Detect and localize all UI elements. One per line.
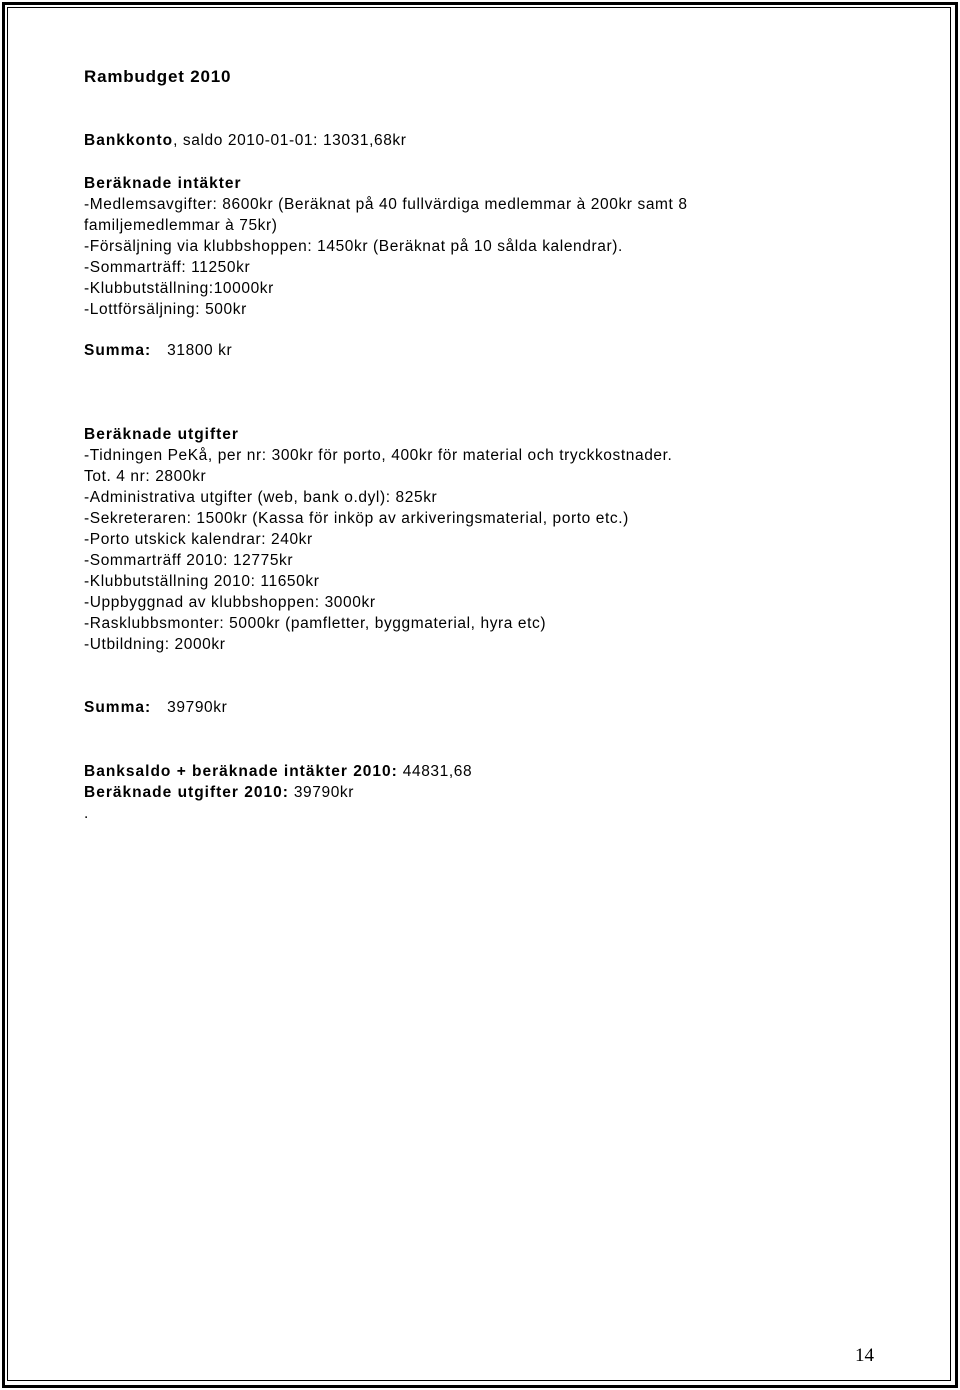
income-sum — [84, 340, 904, 361]
expense-line: -Klubbutställning 2010: 11650kr — [84, 573, 320, 590]
document-title: Rambudget 2010 — [84, 67, 232, 86]
total-income-value: 44831,68 — [397, 763, 473, 780]
expense-line: -Administrativa utgifter (web, bank o.dyl): 825kr — [84, 489, 438, 506]
total-expense-value: 39790kr — [288, 784, 355, 801]
expense-line: -Uppbyggnad av klubbshoppen: 3000kr — [84, 594, 376, 611]
expense-line: -Rasklubbsmonter: 5000kr (pamfletter, byggmaterial, hyra etc) — [84, 615, 547, 632]
income-line: -Sommarträff: 11250kr — [84, 259, 251, 276]
income-line: -Medlemsavgifter: 8600kr (Beräknat på 40 fullvärdiga medlemmar à 200kr samt 8 — [84, 196, 688, 213]
expenses-section — [84, 424, 904, 718]
expense-line: -Sekreteraren: 1500kr (Kassa för inköp av arkiveringsmaterial, porto etc.) — [84, 510, 629, 527]
expenses-heading: Beräknade utgifter — [84, 426, 239, 443]
expense-line: -Porto utskick kalendrar: 240kr — [84, 531, 313, 548]
income-line: -Klubbutställning:10000kr — [84, 280, 274, 297]
income-line: -Lottförsäljning: 500kr — [84, 301, 247, 318]
bank-balance-label: Bankkonto — [84, 132, 174, 149]
bank-balance-line — [84, 130, 904, 151]
expense-line: -Sommarträff 2010: 12775kr — [84, 552, 294, 569]
total-income-label: Banksaldo + beräknade intäkter 2010: — [84, 763, 398, 780]
income-heading: Beräknade intäkter — [84, 175, 242, 192]
expense-line: -Tidningen PeKå, per nr: 300kr för porto, 400kr för material och tryckkostnader. — [84, 447, 673, 464]
expenses-sum-value: 39790kr — [167, 699, 228, 716]
document-body — [84, 66, 904, 824]
income-line: -Försäljning via klubbshoppen: 1450kr (Beräknat på 10 sålda kalendrar). — [84, 238, 623, 255]
page-number: 14 — [855, 1345, 874, 1366]
total-expense-line — [84, 782, 904, 803]
income-sum-label: Summa: — [84, 342, 152, 359]
income-sum-value: 31800 kr — [167, 342, 233, 359]
income-line: familjemedlemmar à 75kr) — [84, 217, 278, 234]
trailing-period: . — [84, 805, 89, 822]
expense-line: -Utbildning: 2000kr — [84, 636, 226, 653]
income-section — [84, 173, 904, 361]
totals-section — [84, 761, 904, 824]
expenses-sum — [84, 697, 904, 718]
bank-balance-text: , saldo 2010-01-01: 13031,68kr — [173, 132, 407, 149]
expenses-sum-label: Summa: — [84, 699, 152, 716]
total-expense-label: Beräknade utgifter 2010: — [84, 784, 289, 801]
expense-line: Tot. 4 nr: 2800kr — [84, 468, 207, 485]
total-income-line — [84, 761, 904, 782]
